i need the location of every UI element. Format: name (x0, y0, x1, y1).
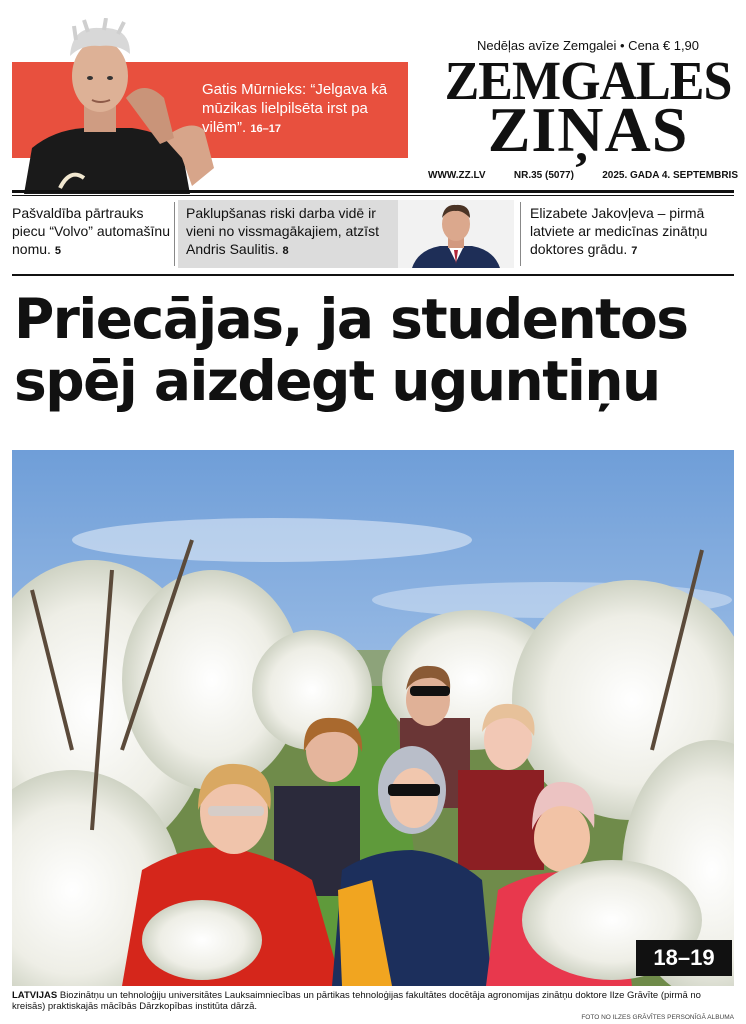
promo-teaser-pages: 16–17 (250, 123, 281, 135)
promo-person-photo (14, 18, 214, 194)
masthead-title-line1: ZEMGALES (444, 51, 732, 112)
masthead-tagline: Nedēļas avīze Zemgalei • Cena € 1,90 (476, 38, 700, 53)
caption-text: Biozinātņu un tehnoloģiju universitātes Lauksaimniecības un pārtikas tehnoloģijas fakultātes docētāja agronomijas zinātņu doktore Ilze Grāvīte (pirmā no kreisās) praktiskajās mācībās Dārzkopības institūta dārzā. (12, 990, 701, 1012)
teaser-divider-1 (174, 202, 175, 266)
teaser-2[interactable] (186, 204, 398, 260)
photo-page-reference[interactable]: 18–19 (636, 940, 732, 976)
headline-line-1: Priecājas, ja studentos (14, 287, 688, 351)
teaser-1[interactable] (12, 204, 172, 260)
photo-credit: FOTO NO ILZES GRĀVĪTES PERSONĪGĀ ALBUMA (581, 1014, 734, 1021)
teaser-bottom-rule (12, 274, 734, 276)
issue-info-row (428, 170, 738, 181)
top-rule-thin (12, 195, 734, 196)
promo-teaser-text[interactable] (202, 80, 402, 139)
issue-number: NR.35 (5077) (513, 170, 574, 181)
main-photo[interactable] (12, 450, 734, 986)
teaser-1-page: 5 (54, 245, 61, 257)
teaser-3-text: Elizabete Jakovļeva – pirmā latviete ar medicīnas zinātņu doktores grādu. (530, 205, 708, 257)
website-link[interactable]: WWW.ZZ.LV (428, 170, 486, 181)
teaser-3-page: 7 (631, 245, 638, 257)
teaser-2-portrait (398, 200, 514, 268)
teaser-3[interactable] (530, 204, 736, 260)
main-headline[interactable] (14, 288, 734, 412)
teaser-1-text: Pašvaldība pārtrauks piecu “Volvo” automašīnu nomu. (12, 205, 170, 257)
headline-line-2: spēj aizdegt uguntiņu (14, 349, 660, 413)
issue-date: 2025. GADA 4. SEPTEMBRIS (602, 170, 738, 181)
teaser-divider-2 (520, 202, 521, 266)
masthead-title-line2: ZIŅAS (487, 94, 689, 165)
caption-location: LATVIJAS (12, 990, 58, 1001)
top-rule (12, 190, 734, 193)
teaser-2-page: 8 (282, 245, 289, 257)
teaser-2-text: Paklupšanas riski darba vidē ir vieni no vissmagākajiem, atzīst Andris Saulitis. (186, 205, 379, 257)
orchard-group-photo (12, 450, 734, 986)
promo-teaser-quote: Gatis Mūrnieks: “Jelgava kā mūzikas lielpilsēta irst pa vilēm”. (202, 81, 388, 136)
photo-caption (12, 990, 734, 1012)
